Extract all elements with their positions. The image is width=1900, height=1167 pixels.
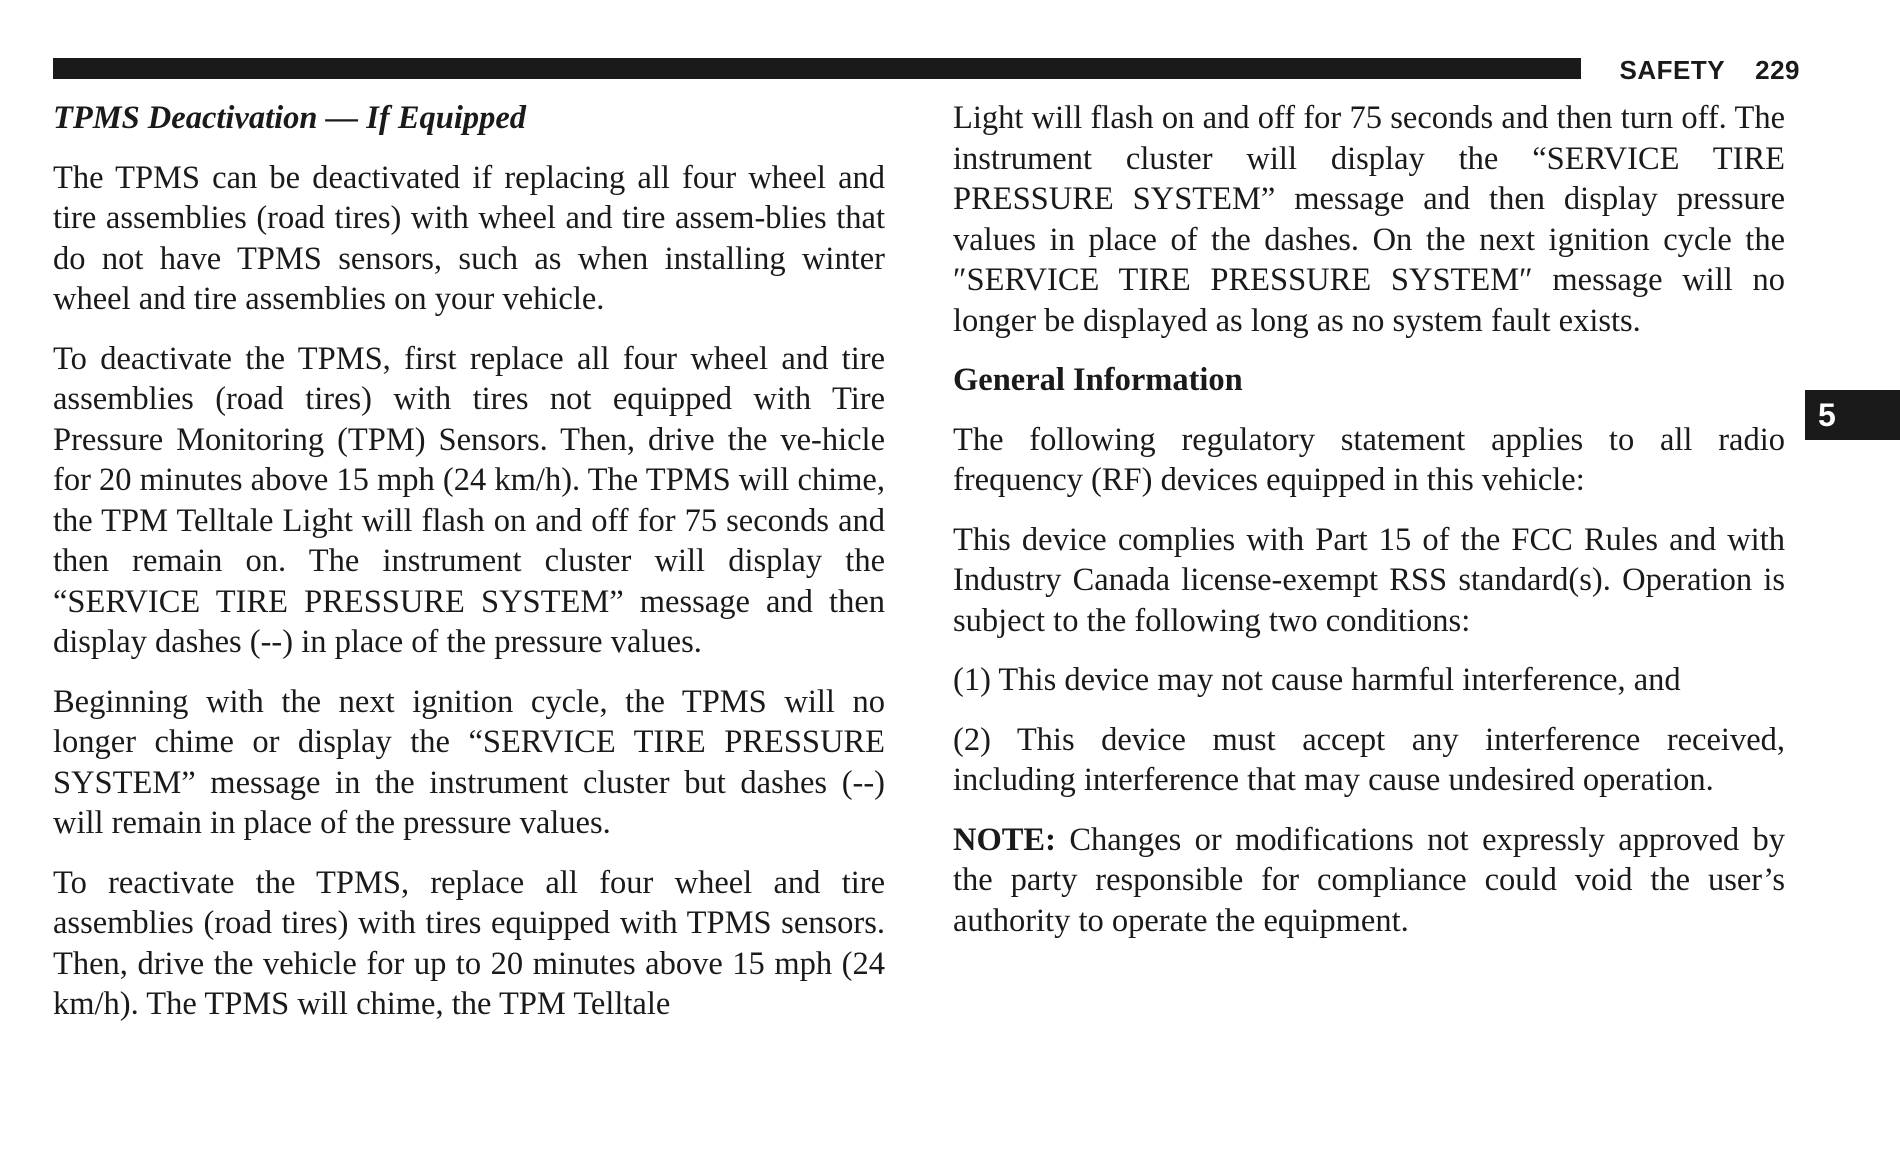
chapter-tab: 5 xyxy=(1805,390,1900,440)
paragraph-reactivation-continued: Light will flash on and off for 75 seconds and then turn off. The instrument cluster will display the “SERVICE TIRE PRESSURE SYSTEM” message and then display pressure values in place of the dashes. On the next ignition cycle the ″SERVICE TIRE PRESSURE SYSTEM″ message will no longer be displayed as long as no system fault exists. xyxy=(953,100,1785,339)
running-header xyxy=(1584,54,1800,86)
paragraph-deactivation-steps: To deactivate the TPMS, first replace all four wheel and tire assemblies (road tires) with tires not equipped with Tire Pressure Monitoring (TPM) Sensors. Then, drive the ve-hicle for 20 minutes above 15 mph (24 km/h). The TPMS will chime, the TPM Telltale Light will flash on and off for 75 seconds and then remain on. The instrument cluster will display the “SERVICE TIRE PRESSURE SYSTEM” message and then display dashes (--) in place of the pressure values. xyxy=(53,340,885,660)
paragraph-fcc-compliance: This device complies with Part 15 of the FCC Rules and with Industry Canada license-exempt RSS standard(s). Operation is subject to the following two conditions: xyxy=(953,521,1785,639)
note-text: Changes or modifications not expressly approved by the party responsible for compliance could void the user’s authority to operate the equipment. xyxy=(953,821,1785,939)
section-title: SAFETY xyxy=(1619,54,1726,85)
paragraph-condition-2: (2) This device must accept any interference received, including interference that may cause undesired operation. xyxy=(953,721,1785,798)
right-column xyxy=(953,98,1785,960)
paragraph-reactivation: To reactivate the TPMS, replace all four wheel and tire assemblies (road tires) with tires equipped with TPMS sensors. Then, drive the vehicle for up to 20 minutes above 15 mph (24 km/h). The TPMS will chime, the TPM Telltale xyxy=(53,864,885,1022)
paragraph-next-ignition: Beginning with the next ignition cycle, the TPMS will no longer chime or display the “SERVICE TIRE PRESSURE SYSTEM” message in the instrument cluster but dashes (--) will remain in place of the pressure values. xyxy=(53,683,885,841)
page-number: 229 xyxy=(1755,54,1800,85)
paragraph-condition-1: (1) This device may not cause harmful interference, and xyxy=(953,662,1681,698)
note-label: NOTE: xyxy=(953,821,1056,858)
left-column xyxy=(53,98,885,1044)
paragraph-regulatory-statement: The following regulatory statement applies to all radio frequency (RF) devices equipped in this vehicle: xyxy=(953,421,1785,498)
paragraph-deactivation-intro: The TPMS can be deactivated if replacing all four wheel and tire assemblies (road tires) with wheel and tire assem-blies that do not have TPMS sensors, such as when installing winter wheel and tire assemblies on your vehicle. xyxy=(53,159,885,317)
section-heading-general-information: General Information xyxy=(953,362,1243,398)
paragraph-note xyxy=(953,820,1785,942)
header-rule xyxy=(53,58,1581,79)
section-heading-tpms-deactivation: TPMS Deactivation — If Equipped xyxy=(53,100,527,136)
